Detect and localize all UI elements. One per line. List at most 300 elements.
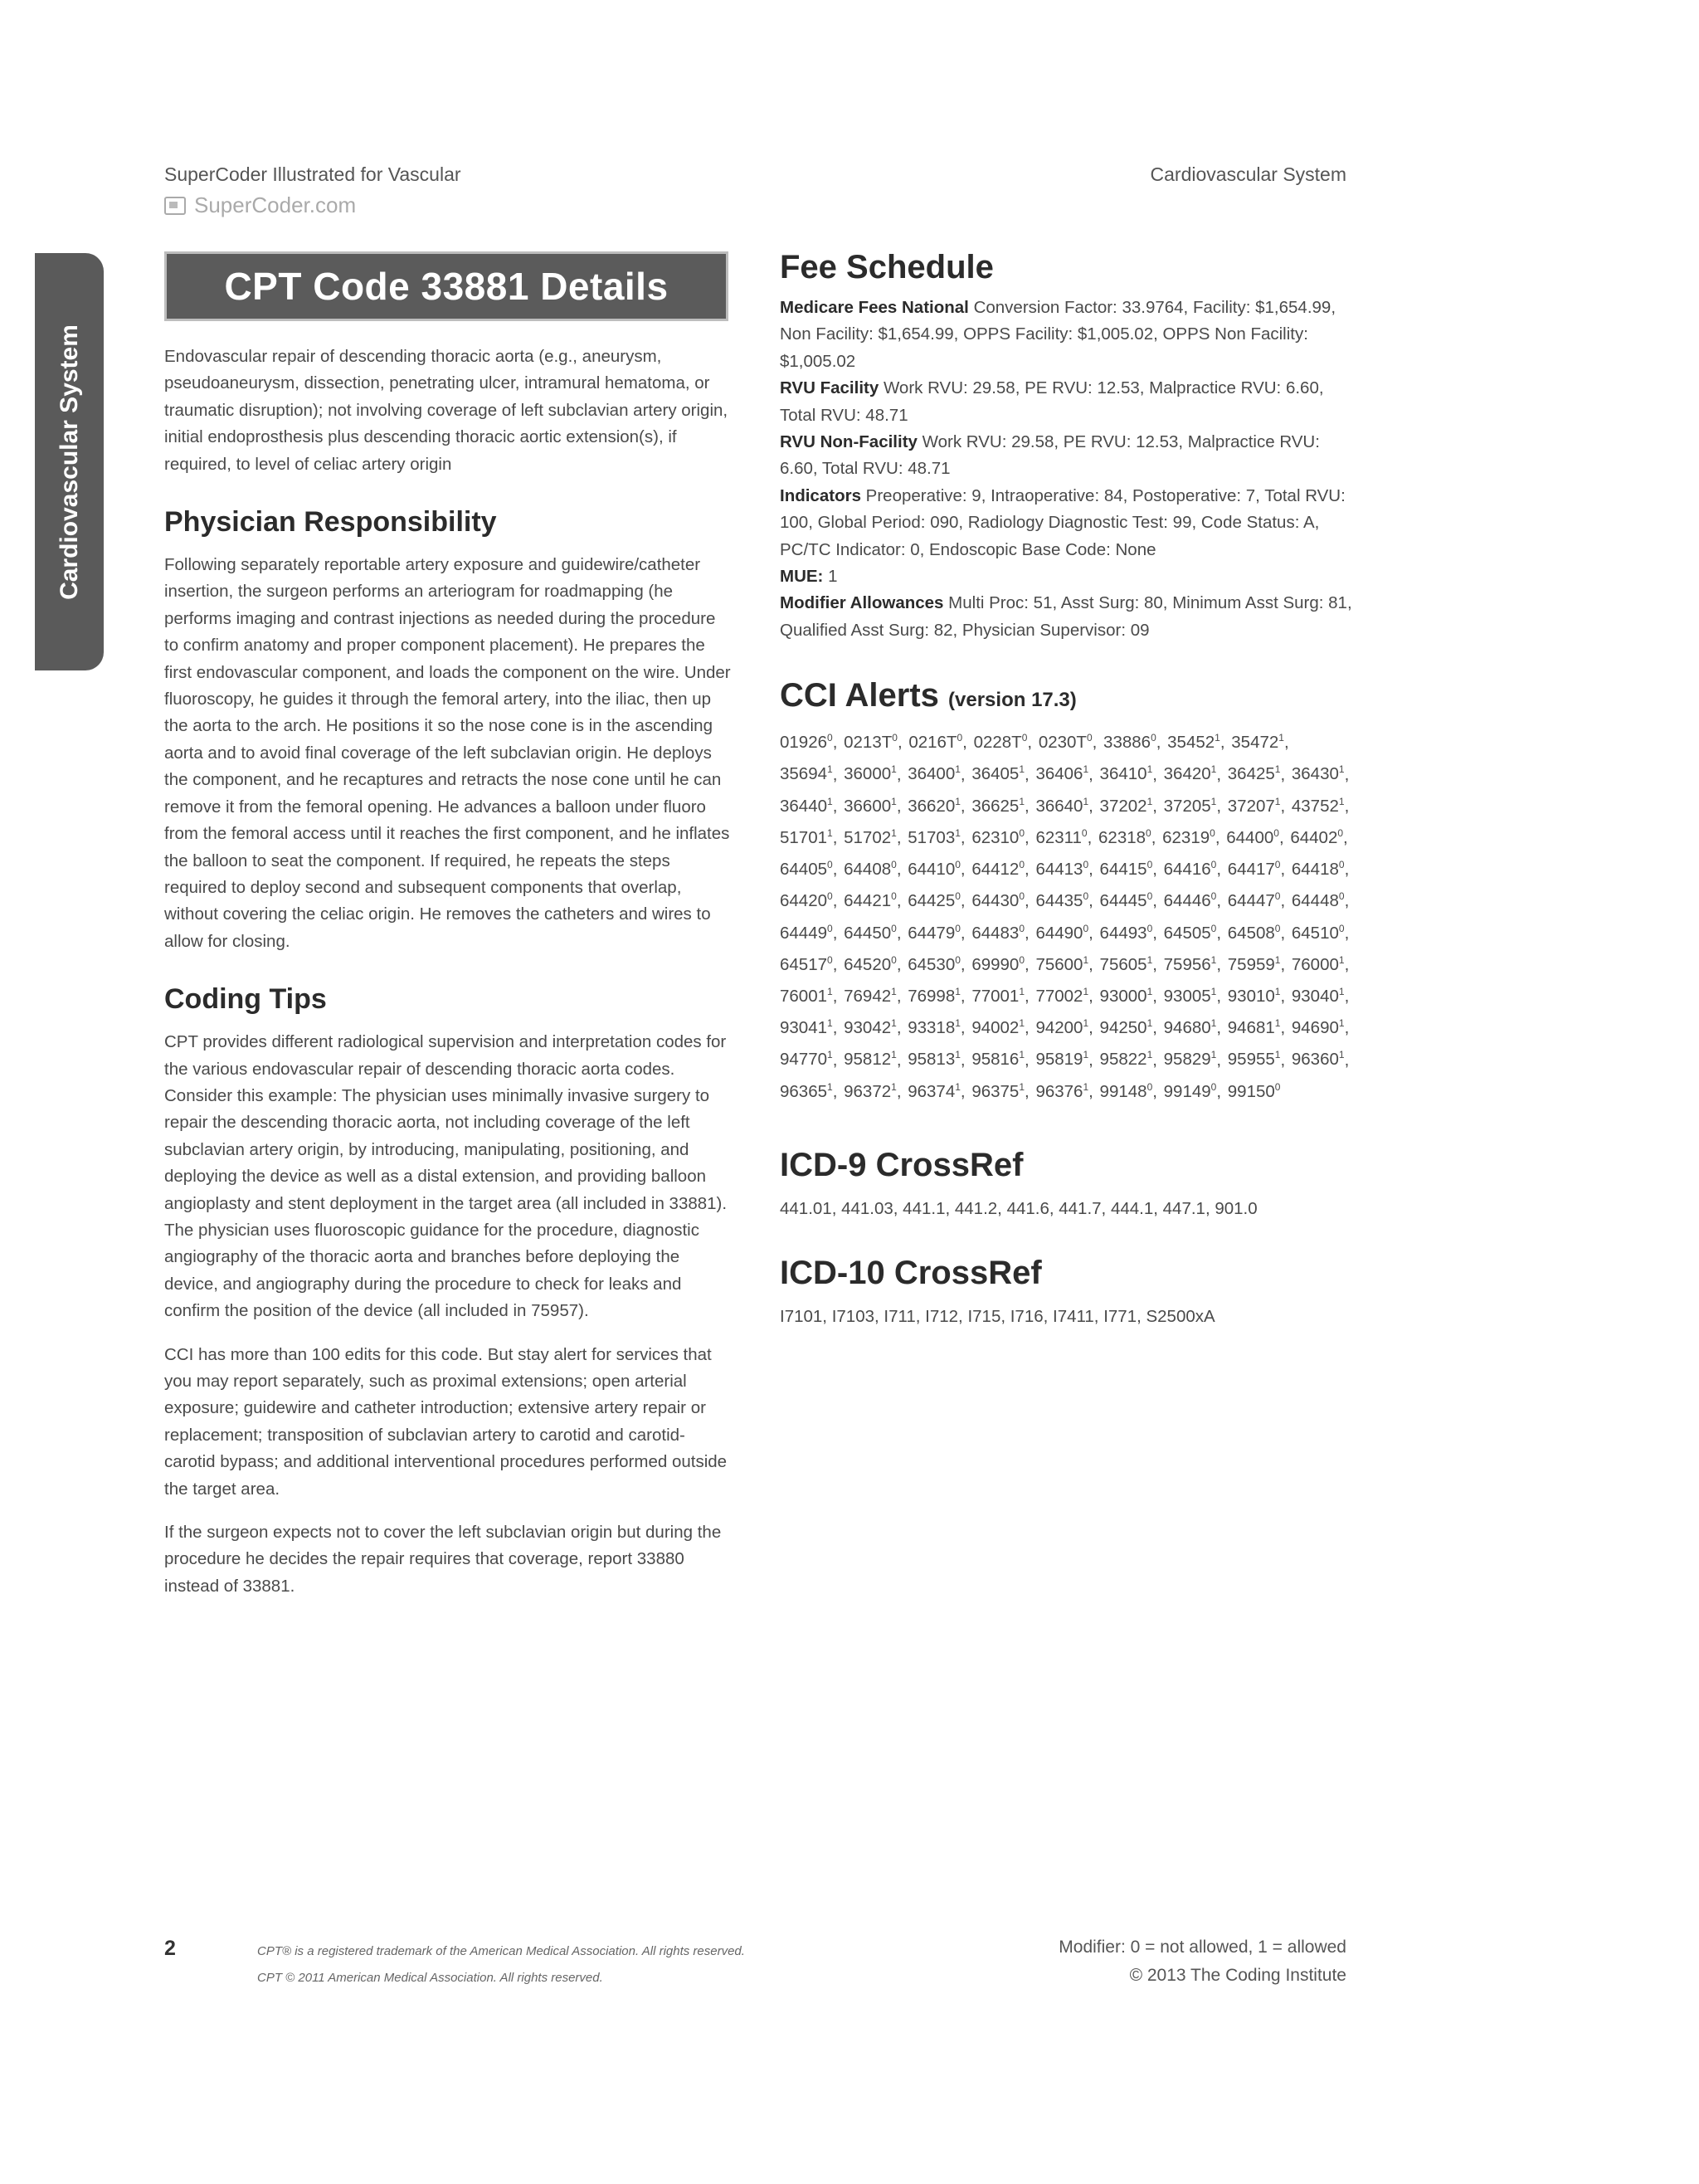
cci-code-number: 64447 — [1227, 891, 1275, 911]
fee-item-label: Medicare Fees National — [780, 298, 969, 317]
cci-code-number: 69990 — [971, 954, 1020, 974]
cci-code-number: 64420 — [780, 891, 828, 911]
cci-code-number: 0230T — [1038, 733, 1087, 753]
cci-modifier-indicator: 1 — [955, 986, 961, 998]
cci-code — [1035, 987, 1088, 1006]
cci-modifier-indicator: 1 — [955, 1017, 961, 1030]
cci-modifier-indicator: 1 — [1083, 1080, 1089, 1093]
cci-code-number: 37207 — [1227, 796, 1275, 816]
cci-code — [1103, 733, 1156, 752]
fee-item-text: 1 — [828, 567, 838, 587]
cci-modifier-indicator: 1 — [1274, 795, 1281, 807]
cci-code-number: 64445 — [1099, 891, 1147, 911]
cci-code-number: 64483 — [971, 923, 1020, 943]
cci-modifier-indicator: 1 — [891, 826, 897, 839]
cci-code-number: 95816 — [971, 1050, 1020, 1070]
cci-code-number: 64405 — [780, 860, 828, 880]
cci-code-number: 64416 — [1163, 860, 1211, 880]
cci-code — [780, 1018, 833, 1037]
cci-modifier-indicator: 1 — [1210, 1049, 1217, 1061]
cci-code-number: 75959 — [1227, 954, 1275, 974]
cci-modifier-indicator: 0 — [1086, 732, 1093, 744]
cci-code-number: 64425 — [908, 891, 956, 911]
cci-modifier-indicator: 0 — [1338, 922, 1345, 934]
cci-code-number: 94680 — [1163, 1018, 1211, 1038]
cci-modifier-indicator: 0 — [1210, 826, 1215, 839]
cci-modifier-indicator: 0 — [891, 953, 897, 966]
cci-code-number: 37205 — [1163, 796, 1211, 816]
cci-code-number: 75605 — [1099, 954, 1147, 974]
cci-heading — [780, 677, 1352, 714]
cci-code — [971, 987, 1025, 1006]
cci-code — [971, 764, 1025, 783]
cci-code — [1292, 924, 1345, 943]
publication-name: SuperCoder Illustrated for Vascular — [164, 163, 461, 185]
cci-code-number: 64508 — [1227, 923, 1275, 943]
cci-code — [1162, 828, 1215, 847]
fee-schedule-heading: Fee Schedule — [780, 249, 994, 285]
cci-code — [844, 797, 897, 816]
cci-code-number: 94200 — [1035, 1018, 1083, 1038]
cci-modifier-indicator: 0 — [827, 859, 833, 871]
cci-modifier-indicator: 1 — [1146, 986, 1153, 998]
cci-code — [1164, 955, 1217, 974]
cci-code — [1164, 924, 1217, 943]
cci-code — [908, 828, 961, 847]
cci-code-number: 95955 — [1227, 1050, 1275, 1070]
cci-modifier-indicator: 1 — [1146, 763, 1153, 776]
icd10-heading: ICD-10 CrossRef — [780, 1254, 1042, 1291]
cci-modifier-indicator: 1 — [1338, 795, 1345, 807]
cci-code-number: 64400 — [1226, 827, 1274, 847]
cci-modifier-indicator: 1 — [1019, 1017, 1025, 1030]
cci-code-number: 36400 — [908, 764, 956, 784]
cci-code — [780, 860, 833, 879]
cci-code-number: 51703 — [908, 827, 956, 847]
cci-modifier-indicator: 0 — [1146, 890, 1153, 903]
cci-modifier-indicator: 0 — [1274, 922, 1281, 934]
cci-modifier-indicator: 1 — [1274, 763, 1281, 776]
cci-code-number: 96365 — [780, 1081, 828, 1101]
cci-code — [844, 1050, 897, 1069]
cci-code-number: 62318 — [1098, 827, 1146, 847]
cci-code-number: 96376 — [1035, 1081, 1083, 1101]
cci-code — [1164, 1018, 1217, 1037]
cci-code — [1292, 891, 1345, 910]
cci-modifier-indicator: 1 — [1146, 1049, 1153, 1061]
cci-modifier-indicator: 0 — [957, 732, 963, 744]
cci-code — [1167, 733, 1220, 752]
cci-code — [1228, 764, 1281, 783]
cci-modifier-indicator: 1 — [1019, 1080, 1025, 1093]
cci-code — [971, 860, 1025, 879]
cci-code — [908, 1018, 961, 1037]
cci-code — [1100, 1082, 1153, 1101]
cci-code-number: 36405 — [971, 764, 1020, 784]
fee-item-text: Preoperative: 9, Intraoperative: 84, Postoperative: 7, Total RVU: 100, Global Period: 090, Radiology Diagnostic Test: 99, Code Status: A, PC/TC Indicator: 0, Endoscopic Base Code: None — [780, 485, 1346, 559]
cci-modifier-indicator: 1 — [1083, 986, 1089, 998]
cci-code — [1164, 1082, 1217, 1101]
cci-modifier-indicator: 1 — [1338, 1017, 1345, 1030]
fee-item-text: Work RVU: 29.58, PE RVU: 12.53, Malpractice RVU: 6.60, Total RVU: 48.71 — [780, 378, 1324, 425]
cci-modifier-indicator: 1 — [891, 1017, 897, 1030]
cci-modifier-indicator: 0 — [891, 922, 897, 934]
cci-code — [1035, 1018, 1088, 1037]
cci-code — [1098, 828, 1151, 847]
fee-item-label: Indicators — [780, 485, 861, 505]
cci-code-number: 51701 — [780, 827, 828, 847]
cci-modifier-indicator: 1 — [1338, 986, 1345, 998]
cci-code — [908, 797, 961, 816]
cci-modifier-indicator: 0 — [1146, 1080, 1153, 1093]
cci-modifier-indicator: 0 — [1019, 922, 1025, 934]
cci-code-number: 93318 — [908, 1018, 956, 1038]
cci-modifier-indicator: 0 — [1146, 826, 1151, 839]
cci-code — [780, 764, 833, 783]
cci-code — [1292, 955, 1345, 974]
cci-code — [780, 1050, 833, 1069]
cci-modifier-indicator: 0 — [1083, 859, 1089, 871]
cci-version: (version 17.3) — [948, 689, 1077, 712]
cci-code-number: 93041 — [780, 1018, 828, 1038]
cci-code-number: 37202 — [1099, 796, 1147, 816]
cci-code — [780, 987, 833, 1006]
fee-item — [780, 563, 1352, 590]
cci-code — [908, 1082, 961, 1101]
section-side-tab — [35, 253, 104, 670]
cci-code-number: 36440 — [780, 796, 828, 816]
cci-code-number: 75600 — [1035, 954, 1083, 974]
cci-modifier-indicator: 0 — [955, 953, 961, 966]
coding-tip-1: CPT provides different radiological supervision and interpretation codes for the various endovascular repair of descending thoracic aorta codes. Consider this example: The physician uses minimally invasive surgery to repair the descending thoracic aorta, not including coverage of the left subclavian artery origin, by introducing, manipulating, positioning, and deploying the device as well as a distal extension, and providing balloon angioplasty and stent deployment in the target area (all included in 33881). The physician uses fluoroscopic guidance for the procedure, diagnostic angiography of the thoracic aorta and branches before deploying the device, and angiography during the procedure to check for leaks and confirm the position of the device (all included in 75957). — [164, 1032, 728, 1321]
cci-code — [971, 955, 1025, 974]
cci-modifier-indicator: 1 — [891, 1080, 897, 1093]
cci-code-number: 64410 — [908, 860, 956, 880]
cci-code-number: 0228T — [973, 733, 1022, 753]
cci-modifier-indicator: 0 — [827, 890, 833, 903]
cci-modifier-indicator: 1 — [1338, 953, 1345, 966]
left-column — [164, 344, 733, 1600]
cci-code-number: 96372 — [844, 1081, 892, 1101]
cci-code — [1292, 987, 1345, 1006]
cci-code-number: 77002 — [1035, 986, 1083, 1006]
cci-modifier-indicator: 0 — [1019, 890, 1025, 903]
site-name: SuperCoder.com — [194, 193, 357, 217]
cci-code-number: 36625 — [971, 796, 1020, 816]
cci-code-number: 0216T — [908, 733, 957, 753]
cci-modifier-indicator: 0 — [1151, 732, 1156, 744]
cci-modifier-indicator: 1 — [827, 826, 833, 839]
cci-modifier-indicator: 0 — [1146, 922, 1153, 934]
cci-code — [1035, 1082, 1088, 1101]
cci-code — [1035, 924, 1088, 943]
cci-modifier-indicator: 0 — [891, 859, 897, 871]
cci-modifier-indicator: 1 — [827, 1049, 833, 1061]
cci-modifier-indicator: 0 — [1274, 1080, 1281, 1093]
cci-code — [971, 1018, 1025, 1037]
footer-legal — [257, 1938, 745, 1991]
cci-modifier-indicator: 0 — [1019, 859, 1025, 871]
cci-code-number: 75956 — [1163, 954, 1211, 974]
cci-modifier-indicator: 0 — [1273, 826, 1279, 839]
cci-code-number: 95829 — [1163, 1050, 1211, 1070]
cci-code-number: 93005 — [1163, 986, 1211, 1006]
cci-code — [908, 1050, 961, 1069]
cci-code — [1292, 797, 1345, 816]
cci-code — [1035, 797, 1088, 816]
cci-modifier-indicator: 1 — [827, 763, 833, 776]
cci-modifier-indicator: 1 — [955, 795, 961, 807]
cci-modifier-indicator: 0 — [1338, 890, 1345, 903]
coding-tip-2: CCI has more than 100 edits for this code. But stay alert for services that you may report separately, such as proximal extensions; open arterial exposure; guidewire and catheter introduction; extensive artery repair or replacement; transposition of subclavian artery to carotid and carotid-carotid bypass; and additional interventional procedures performed outside the target area. — [164, 1344, 728, 1499]
cci-code — [844, 828, 897, 847]
cci-code — [1100, 797, 1153, 816]
cci-modifier-indicator: 0 — [1210, 922, 1217, 934]
cci-code — [1228, 1018, 1281, 1037]
icd10-codes: I7101, I7103, I711, I712, I715, I716, I7411, I771, S2500xA — [780, 1306, 1215, 1326]
fee-item-text: Multi Proc: 51, Asst Surg: 80, Minimum Asst Surg: 81, Qualified Asst Surg: 82, Physician Supervisor: 09 — [780, 593, 1352, 640]
cci-modifier-indicator: 0 — [827, 732, 833, 744]
cci-code — [971, 797, 1025, 816]
cci-code-number: 64430 — [971, 891, 1020, 911]
physician-heading: Physician Responsibility — [164, 506, 497, 539]
cci-code — [1228, 955, 1281, 974]
cci-code — [1292, 764, 1345, 783]
cci-modifier-indicator: 1 — [1210, 953, 1217, 966]
cci-modifier-indicator: 1 — [955, 1080, 961, 1093]
cci-code-number: 36430 — [1291, 764, 1339, 784]
cci-modifier-indicator: 0 — [1083, 890, 1089, 903]
cci-modifier-indicator: 1 — [1210, 795, 1217, 807]
cci-code — [1226, 828, 1279, 847]
cci-code — [908, 764, 961, 783]
cci-code — [1292, 1050, 1345, 1069]
cci-code-number: 93042 — [844, 1018, 892, 1038]
cci-code-number: 36410 — [1099, 764, 1147, 784]
cci-code — [908, 860, 961, 879]
cci-modifier-indicator: 1 — [955, 1049, 961, 1061]
cci-code-number: 64417 — [1227, 860, 1275, 880]
cci-code — [971, 828, 1025, 847]
cci-code — [844, 924, 897, 943]
cci-code — [1228, 924, 1281, 943]
cci-modifier-indicator: 1 — [955, 763, 961, 776]
cci-code-number: 64530 — [908, 954, 956, 974]
cci-code-number: 93010 — [1227, 986, 1275, 1006]
cci-code-number: 64520 — [844, 954, 892, 974]
fee-item — [780, 590, 1352, 644]
cci-code-number: 76942 — [844, 986, 892, 1006]
cci-code-number: 64402 — [1290, 827, 1338, 847]
cci-code-number: 64449 — [780, 923, 828, 943]
site-logo-icon — [164, 197, 186, 215]
cci-code-number: 35452 — [1167, 733, 1215, 753]
cci-modifier-indicator: 1 — [891, 1049, 897, 1061]
cci-code — [908, 891, 961, 910]
cci-code-number: 01926 — [780, 733, 828, 753]
cci-code — [908, 987, 961, 1006]
cci-code — [1228, 1082, 1281, 1101]
cci-code — [1228, 891, 1281, 910]
cci-code — [1228, 1050, 1281, 1069]
physician-text: Following separately reportable artery exposure and guidewire/catheter insertion, the surgeon performs an arteriogram for roadmapping (he performs imaging and contrast injections as needed during the procedure to confirm anatomy and proper component placement). He prepares the first endovascular component, and loads the component on the wire. Under fluoroscopy, he guides it through the femoral artery, into the iliac, then up the aorta to the arch. He positions it so the nose cone is in the ascending aorta and to avoid final coverage of the left subclavian origin. He deploys the component, and he recaptures and retracts the nose cone until he can remove it from the femoral opening. He advances a balloon under fluoro from the femoral access until it reaches the first component, and he inflates the balloon to seat the component. If required, he repeats the steps required to deploy second and subsequent components that overlap, without covering the celiac origin. He removes the catheters and wires to allow for closing. — [164, 555, 731, 951]
cci-modifier-indicator: 0 — [827, 953, 833, 966]
cci-code — [971, 924, 1025, 943]
icd9-heading: ICD-9 CrossRef — [780, 1147, 1024, 1184]
cci-modifier-indicator: 1 — [1274, 953, 1281, 966]
footer-right — [1059, 1933, 1346, 1990]
cci-modifier-indicator: 1 — [1338, 763, 1345, 776]
cci-code — [1100, 1050, 1153, 1069]
fee-schedule-list — [780, 295, 1352, 644]
cci-modifier-indicator: 1 — [1274, 1017, 1281, 1030]
copyright-notice: CPT © 2011 American Medical Association. All rights reserved. — [257, 1971, 603, 1985]
cci-code-number: 62311 — [1035, 827, 1082, 847]
cci-modifier-indicator: 0 — [1019, 826, 1025, 839]
cci-code — [1100, 1018, 1153, 1037]
cci-modifier-indicator: 1 — [1019, 986, 1025, 998]
title-banner — [164, 251, 728, 321]
cci-code — [971, 1082, 1025, 1101]
modifier-legend: Modifier: 0 = not allowed, 1 = allowed — [1059, 1938, 1346, 1957]
cci-modifier-indicator: 0 — [1337, 826, 1344, 839]
cci-code-number: 64479 — [908, 923, 956, 943]
cci-code-list: 01926$^0$, $0213T^0$, $0216T^0$, $0228T^0$, $0230T^0$, 33886$^0$, 35452$^1$, 35472$^1$, 35694$^1$, 36000$^1$, 36400$^1$, 36405$^1$, 36406$^1$, 36410$^1$, 36420$^1$, 36425$^1$, 36430$^1$, 36440$^1$, 36600$^1$, 36620$^1$, 36625$^1$, 36640$^1$, 37202$^1$, 37205$^1$, 37207$^1$, 43752$^1$, 51701$^1$, 51702$^1$, 51703$^1$, 62310$^0$, 62311$^0$, 62318$^0$, 62319$^0$, 64400$^0$, 64402$^0$, 64405$^0$, 64408$^0$, 64410$^0$, 64412$^0$, 64413$^0$, 64415$^0$, 64416$^0$, 64417$^0$, 64418$^0$, 64420$^0$, 64421$^0$, 64425$^0$, 64430$^0$, 64435$^0$, 64445$^0$, 64446$^0$, 64447$^0$, 64448$^0$, 64449$^0$, 64450$^0$, 64479$^0$, 64483$^0$, 64490$^0$, 64493$^0$, 64505$^0$, 64508$^0$, 64510$^0$, 64517$^0$, 64520$^0$, 64530$^0$, 69990$^0$, 75600$^1$, 75605$^1$, 75956$^1$, 75959$^1$, 76000$^1$, 76001$^1$, 76942$^1$, 76998$^1$, 77001$^1$, 77002$^1$, 93000$^1$, 93005$^1$, 93010$^1$, 93040$^1$, 93041$^1$, 93042$^1$, 93318$^1$, 94002$^1$, 94200$^1$, 94250$^1$, 94680$^1$, 94681$^1$, 94690$^1$, 94770$^1$, 95812$^1$, 95813$^1$, 95816$^1$, 95819$^1$, 95822$^1$, 95829$^1$, 95955$^1$, 96360$^1$, 96365$^1$, 96372$^1$, 96374$^1$, 96375$^1$, 96376$^1$, 99148$^0$, 99149$^0$, 99150$^0$ — [780, 732, 1350, 1101]
cci-code-number: 96374 — [908, 1081, 956, 1101]
cci-modifier-indicator: 1 — [827, 1080, 833, 1093]
cci-code — [971, 891, 1025, 910]
cci-code — [1035, 891, 1088, 910]
cci-modifier-indicator: 1 — [1274, 986, 1281, 998]
cci-code — [908, 924, 961, 943]
cci-modifier-indicator: 1 — [1083, 763, 1089, 776]
cci-code — [1035, 955, 1088, 974]
cci-modifier-indicator: 1 — [827, 986, 833, 998]
cci-modifier-indicator: 1 — [1210, 763, 1217, 776]
cci-code — [1228, 860, 1281, 879]
cci-code — [1231, 733, 1284, 752]
cci-modifier-indicator: 1 — [1278, 732, 1284, 744]
cci-code-number: 36420 — [1163, 764, 1211, 784]
cci-modifier-indicator: 1 — [1338, 1049, 1345, 1061]
cci-code-number: 64517 — [780, 954, 828, 974]
cci-modifier-indicator: 0 — [1210, 859, 1217, 871]
cci-code-number: 64412 — [971, 860, 1020, 880]
cci-code — [844, 1018, 897, 1037]
cci-code-number: 64415 — [1099, 860, 1147, 880]
cci-code-number: 64493 — [1099, 923, 1147, 943]
cci-code-number: 64448 — [1291, 891, 1339, 911]
cci-code-number: 64510 — [1291, 923, 1339, 943]
cci-modifier-indicator: 1 — [1083, 795, 1089, 807]
cci-code-number: 35472 — [1231, 733, 1279, 753]
cci-modifier-indicator: 0 — [1338, 859, 1345, 871]
fee-item-text: Conversion Factor: 33.9764, Facility: $1,654.99, Non Facility: $1,654.99, OPPS Facility: $1,005.02, OPPS Non Facility: $1,005.02 — [780, 298, 1336, 371]
cci-code-number: 64446 — [1163, 891, 1211, 911]
cci-modifier-indicator: 0 — [891, 890, 897, 903]
fee-item — [780, 375, 1352, 429]
cci-code — [1164, 860, 1217, 879]
cci-code-number: 99150 — [1227, 1081, 1275, 1101]
cci-code — [844, 1082, 897, 1101]
cci-code — [780, 955, 833, 974]
cci-modifier-indicator: 1 — [891, 763, 897, 776]
cci-code-number: 94002 — [971, 1018, 1020, 1038]
cci-modifier-indicator: 1 — [1210, 1017, 1217, 1030]
cci-code — [971, 1050, 1025, 1069]
cci-modifier-indicator: 0 — [1083, 922, 1089, 934]
cci-code-number: 93040 — [1291, 986, 1339, 1006]
cci-code — [1292, 860, 1345, 879]
cci-modifier-indicator: 0 — [1210, 890, 1217, 903]
cci-code-number: 33886 — [1103, 733, 1151, 753]
publisher-copyright: © 2013 The Coding Institute — [1129, 1966, 1346, 1985]
cci-modifier-indicator: 1 — [1019, 795, 1025, 807]
trademark-notice: CPT® is a registered trademark of the American Medical Association. All rights reserved. — [257, 1944, 745, 1958]
cci-modifier-indicator: 0 — [1274, 859, 1281, 871]
cci-code — [780, 924, 833, 943]
cci-code-number: 51702 — [844, 827, 892, 847]
cci-code-number: 95812 — [844, 1050, 892, 1070]
cci-code — [844, 733, 898, 752]
cci-code — [1228, 987, 1281, 1006]
cci-code — [1228, 797, 1281, 816]
cci-code — [908, 955, 961, 974]
code-description: Endovascular repair of descending thoracic aorta (e.g., aneurysm, pseudoaneurysm, dissection, penetrating ulcer, intramural hematoma, or traumatic disruption); not involving coverage of left subclavian artery origin, initial endoprosthesis plus descending thoracic aortic extension(s), if required, to level of celiac artery origin — [164, 347, 728, 474]
cci-code-number: 64490 — [1035, 923, 1083, 943]
cci-modifier-indicator: 1 — [1146, 1017, 1153, 1030]
cci-code — [780, 891, 833, 910]
cci-modifier-indicator: 1 — [891, 795, 897, 807]
cci-modifier-indicator: 0 — [1019, 953, 1025, 966]
cci-code — [1164, 891, 1217, 910]
cci-code — [1035, 1050, 1088, 1069]
cci-code-number: 76000 — [1291, 954, 1339, 974]
cci-code — [780, 797, 833, 816]
fee-item-label: RVU Non-Facility — [780, 432, 918, 452]
cci-code — [780, 733, 833, 752]
cci-code — [1100, 924, 1153, 943]
cci-code-number: 36000 — [844, 764, 892, 784]
cci-code — [1100, 955, 1153, 974]
fee-item — [780, 483, 1352, 563]
cci-code-number: 62310 — [971, 827, 1020, 847]
cci-code — [1164, 1050, 1217, 1069]
cci-code — [1164, 764, 1217, 783]
site-brand — [164, 193, 461, 218]
cci-modifier-indicator: 1 — [1019, 763, 1025, 776]
cci-modifier-indicator: 0 — [892, 732, 898, 744]
cci-code — [1290, 828, 1343, 847]
cci-code — [844, 860, 897, 879]
cci-code — [1035, 828, 1087, 847]
cci-code — [1164, 797, 1217, 816]
cci-code-number: 96360 — [1291, 1050, 1339, 1070]
section-name: Cardiovascular System — [1150, 163, 1346, 185]
cci-modifier-indicator: 0 — [955, 890, 961, 903]
cci-code-number: 64413 — [1035, 860, 1083, 880]
cci-code-number: 64418 — [1291, 860, 1339, 880]
cci-modifier-indicator: 0 — [955, 922, 961, 934]
cci-code — [1100, 987, 1153, 1006]
fee-item — [780, 429, 1352, 483]
fee-item-label: Modifier Allowances — [780, 593, 944, 613]
cci-modifier-indicator: 1 — [1146, 795, 1153, 807]
page-number: 2 — [164, 1937, 176, 1960]
cci-code-number: 36425 — [1227, 764, 1275, 784]
cci-code-number: 95813 — [908, 1050, 956, 1070]
side-tab-label: Cardiovascular System — [55, 324, 83, 600]
